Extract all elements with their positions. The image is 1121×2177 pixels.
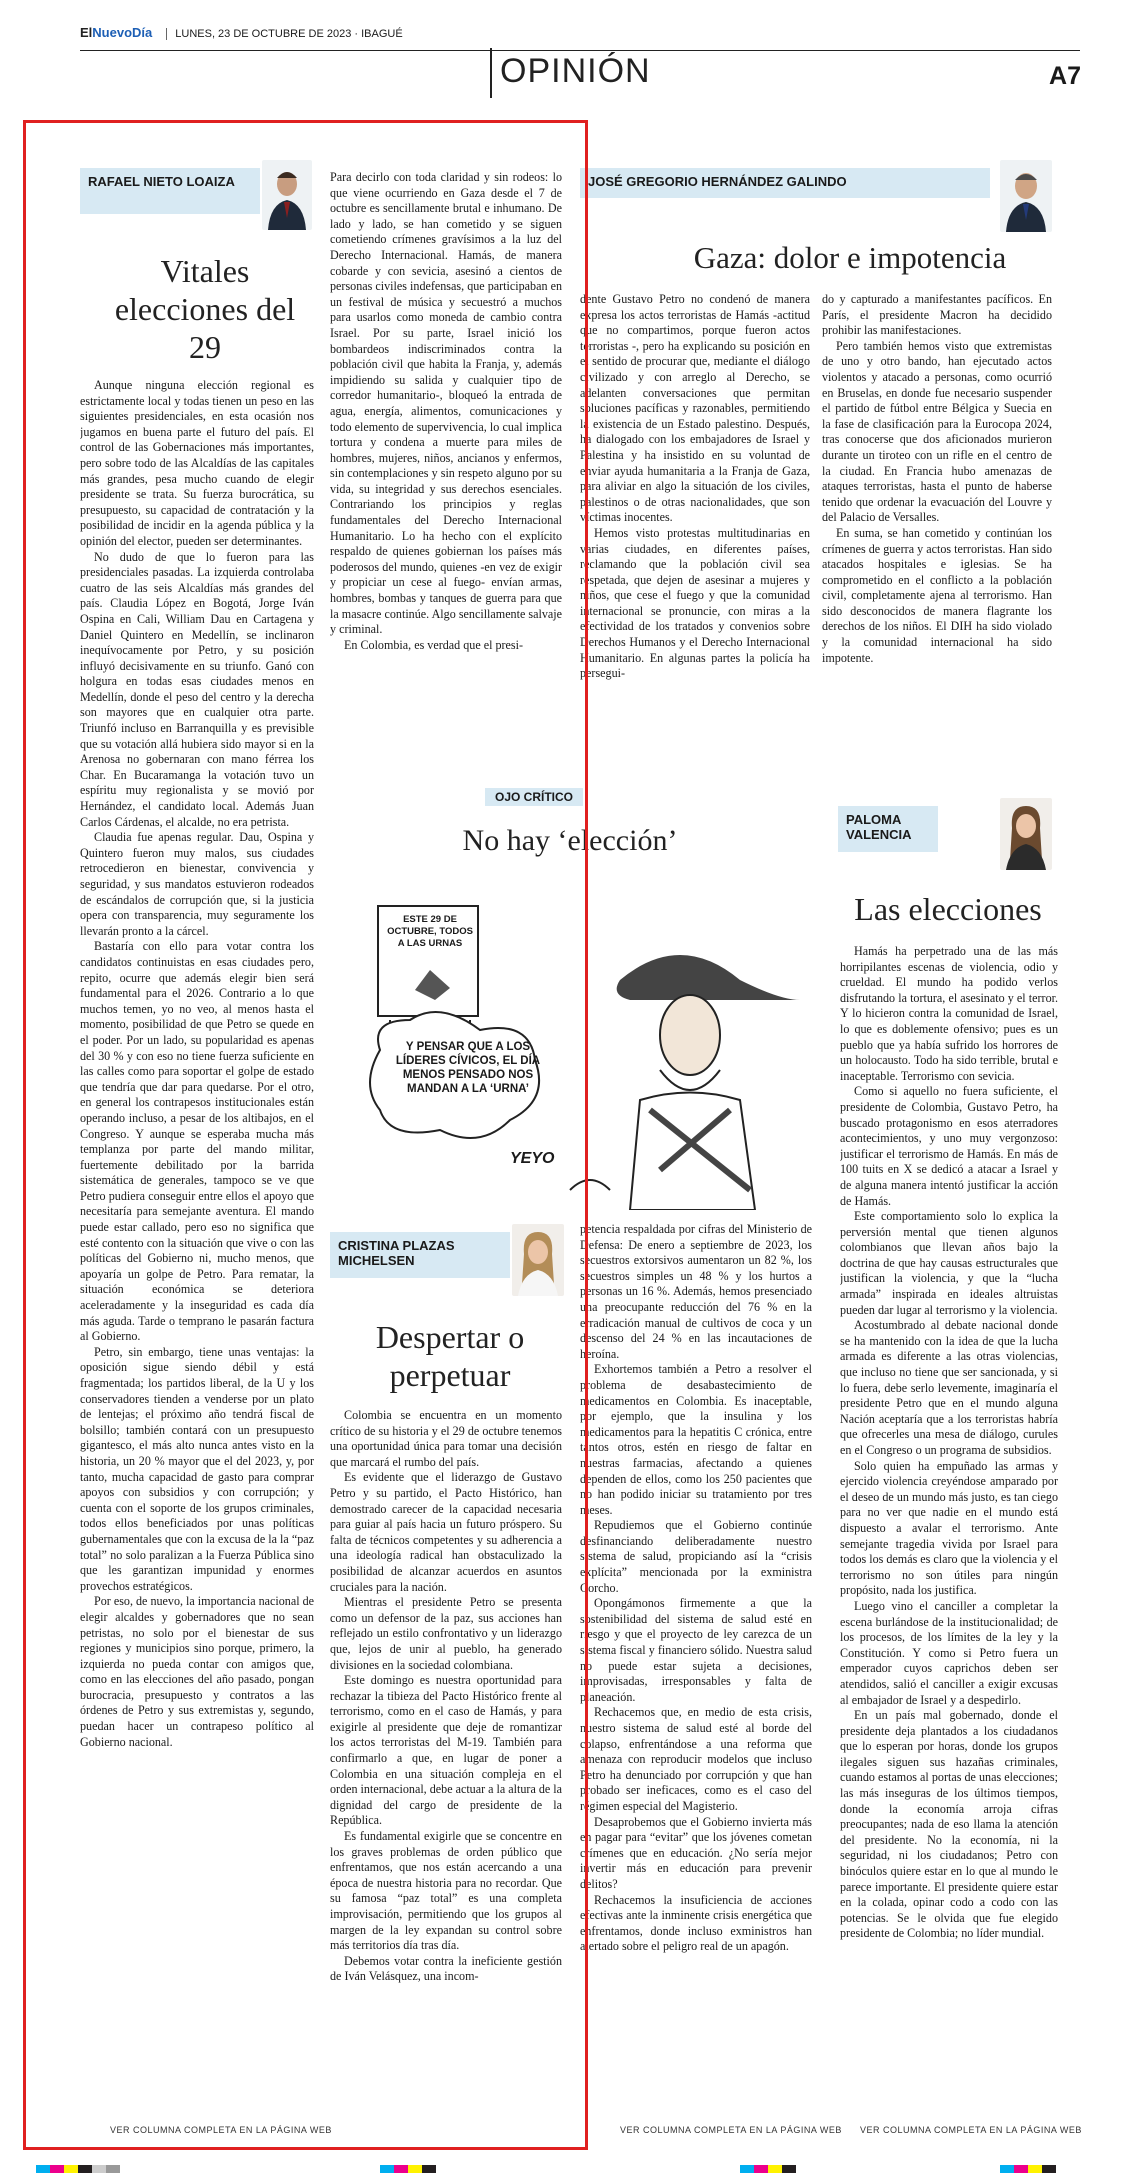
author-byline: JOSÉ GREGORIO HERNÁNDEZ GALINDO bbox=[580, 168, 990, 198]
paragraph: do y capturado a manifestantes pacíficos. En París, el presidente Macron ha decidido prohibir las manifestaciones. bbox=[822, 292, 1052, 338]
paragraph: Como si aquello no fuera suficiente, el presidente de Colombia, Gustavo Petro, ha buscado protagonismo en esos aterradores acontecimientos, y uno muy vergonzoso: justificar el terrorismo de Hamás. En más de 100 tuits en X se dedicó a atacar a Israel y de alguna manera intentó justificar la acción de Hamás. bbox=[840, 1084, 1058, 1208]
paragraph: Rechacemos que, en medio de esta crisis, nuestro sistema de salud esté al borde del colapso, enfrentándose a una reforma que amenaza con reproducir modelos que incluso Petro ha denunciado por corrupción y que han probado ser ineficaces, como es el caso del régimen especial del Magisterio. bbox=[580, 1705, 812, 1813]
cartoon-signature: YEYO bbox=[510, 1150, 555, 1167]
section-title: OPINIÓN bbox=[500, 52, 651, 90]
paragraph: En un país mal gobernado, donde el presidente deja plantados a los ciudadanos que lo esperan por horas, donde los grupos ilegales siguen sus hazañas criminales, cuando estamos al portas de unas elecciones; las más inseguras de los últimos tiempos, donde la economía arroja cifras preocupantes; nada de eso llama la atención del presidente. No la economía, ni la seguridad, ni los ciudadanos; Petro con binóculos quiere estar en lo que al mundo le parece importante. El presidente quiere estar en la colada, opinar codo a codo con las potencias. Se le olvida que fue elegido presidente de Colombia; no líder mundial. bbox=[840, 1708, 1058, 1941]
registration-marks bbox=[1000, 2160, 1056, 2177]
article-body bbox=[580, 1222, 812, 2122]
paragraph: Hemos visto protestas multitudinarias en varias ciudades, en diferentes países, reclamando que la población civil sea respetada, que dejen de asesinar a mujeres y niños, que cese el fuego y que la comunidad internacional se pronuncie, con miras a la efectividad de los tratados y convenios sobre Derechos Humanos y el Derecho Internacional Humanitario. En algunas partes la policía ha persegui- bbox=[580, 525, 810, 681]
author-byline: RAFAEL NIETO LOAIZA bbox=[80, 168, 260, 214]
cartoon-sign-text: ESTE 29 DE OCTUBRE, TODOS A LAS URNAS bbox=[387, 914, 473, 949]
date-line: LUNES, 23 DE OCTUBRE DE 2023 · IBAGUÉ bbox=[166, 28, 402, 40]
author-photo bbox=[1000, 798, 1052, 870]
author-byline: CRISTINA PLAZAS MICHELSEN bbox=[330, 1232, 510, 1278]
headline: Gaza: dolor e impotencia bbox=[693, 240, 1007, 275]
headline: Vitales elecciones del 29 bbox=[114, 253, 296, 365]
paragraph: En suma, se han cometido y continúan los crímenes de guerra y actos terroristas. Han sido atacados hospitales e iglesias. Se ha comprometido en el conflicto a la población civil, completamente ajena al terrorismo. Han sido desconocidos de manera flagrante los derechos de los niños. El DIH ha sido violado y la comunidad internacional ha sido impotente. bbox=[822, 525, 1052, 665]
paragraph: Debemos votar contra la ineficiente gestión de Iván Velásquez, una incom- bbox=[330, 1953, 562, 1984]
paragraph: Opongámonos firmemente a que la sostenibilidad del sistema de salud esté en riesgo y que el proyecto de ley carezca de un sistema fiscal y financiero sólido. Nuestra salud no puede estar sujeta a decisiones, improvisadas, irresponsables y falta de planeación. bbox=[580, 1596, 812, 1704]
paragraph: Petro, sin embargo, tiene unas ventajas: la oposición sigue siendo débil y está fragmentada; los partidos liberal, de la U y los conservadores tienden a venderse por un plato de lentejas; el próximo año tendrá fiscal de bolsillo; también contará con un presupuesto gigantesco, el más alto nunca antes visto en la historia, un 20 % mayor que el del 2023, y, por tanto, mucha capacidad de gasto para comprar apoyos con subsidios y con corrupción; y cuenta con el soporte de los grupos criminales, todos ellos beneficiados por unas políticas gubernamentales que con la excusa de la la “paz total” no solo paralizan a la Fuerza Pública sino que les garantizan impunidad y enormes provechos estratégicos. bbox=[80, 1344, 314, 1593]
paragraph: Repudiemos que el Gobierno continúe desfinanciando deliberadamente nuestro sistema de salud, propiciando así la “crisis explícita” mencionada por la exministra Corcho. bbox=[580, 1518, 812, 1595]
paragraph: Luego vino el canciller a completar la escena burlándose de la institucionalidad; de los procesos, de los límites de la ley y la Constitución. Y como si Petro fuera un emperador cuyos caprichos deben ser atendidos, salió el canciller a exigir excusas al embajador de Israel y a despedirlo. bbox=[840, 1598, 1058, 1707]
page-number: A7 bbox=[1049, 62, 1081, 90]
highlight-box bbox=[23, 120, 588, 2150]
article-body bbox=[840, 944, 1058, 2120]
web-link[interactable]: VER COLUMNA COMPLETA EN LA PÁGINA WEB bbox=[860, 2125, 1082, 2135]
paragraph: Por eso, de nuevo, la importancia nacional de elegir alcaldes y gobernadores que no sean petristas, no solo por el bienestar de sus regiones y municipios sino porque, primero, la izquierda no pueda contar con amigos que, como en las elecciones del año pasado, pongan burocracia, presupuesto y contratos a las órdenes de Petro y sus extremistas y, segundo, puedan hacer un contrapeso político al Gobierno nacional. bbox=[80, 1594, 314, 1749]
web-link[interactable]: VER COLUMNA COMPLETA EN LA PÁGINA WEB bbox=[620, 2125, 842, 2135]
cartoon-speech-bubble: Y PENSAR QUE A LOS LÍDERES CÍVICOS, EL DÍA MENOS PENSADO NOS MANDAN A LA ‘URNA’ bbox=[395, 1041, 541, 1095]
paragraph: Para decirlo con toda claridad y sin rodeos: lo que viene ocurriendo en Gaza desde el 7 de octubre es sencillamente brutal e inhumano. De lado y lado, se han cometido y se siguen cometiendo crímenes gravísimos a la luz del Derecho Internacional. Hamás, de manera cobarde y con sevicia, asesinó a cientos de personas civiles indefensas, que participaban en un festival de música y secuestró a muchos para usarlos como moneda de cambio contra Israel. Por su parte, Israel inició los bombardeos indiscriminados contra la población civil que habita la Franja, y, además impidiendo su salida y cualquier tipo de corredor humanitario-, bloqueó la entrada de agua, energía, alimentos, comunicaciones y todo elemento de supervivencia, lo cual implica tortura y condena a muerte para miles de hombres, mujeres, niños, ancianos y enfermos, sin contemplaciones y sin respeto alguno por su vida, su integridad y sus derechos esenciales. Contrariando los principios y reglas fundamentales del Derecho Internacional Humanitario. Lo ha hecho con el explícito respaldo de quienes gobiernan los países más poderosos del mundo, quienes -en vez de exigir y propiciar un cese al fuego- envían armas, hombres, bombas y tanques de guerra para que la masacre continúe. Algo sencillamente salvaje y criminal. bbox=[330, 170, 562, 637]
section-divider-bar bbox=[490, 48, 492, 98]
paragraph: petencia respaldada por cifras del Ministerio de Defensa: De enero a septiembre de 2023, los secuestros extorsivos aumentaron un 82 %, los secuestros simples un 48 % y los hurtos a personas un 16 %. Además, hemos presenciado una preocupante reducción del 76 % en la erradicación manual de cultivos de coca y un descenso del 24 % en las incautaciones de heroína. bbox=[580, 1222, 812, 1361]
paragraph: Rechacemos la insuficiencia de acciones efectivas ante la inminente crisis energética que enfrentamos, donde incluso exministros han alertado sobre el peligro real de un apagón. bbox=[580, 1892, 812, 1954]
registration-marks bbox=[380, 2160, 436, 2177]
registration-marks bbox=[740, 2160, 796, 2177]
paragraph: No dudo de que lo fueron para las presidenciales pasadas. La izquierda controlaba cuatro de las seis Alcaldías más grandes del país. Claudia López en Bogotá, Jorge Iván Ospina en Cali, William Dau en Cartagena y Daniel Quintero en Medellín, se inclinaron inequívocamente por Petro, y su posición influyó decisivamente en su triunfo. Ganó con holgura en todas esas ciudades menos en Medellín, donde el peso del centro y la derecha son mayores que en cualquier otra parte. Triunfó incluso en Barranquilla y es previsible que su votación allá hubiera sido mayor si en la Arenosa no gobernaran con mano férrea los Char. En Bucaramanga la votación tuvo un espíritu muy regionalista y se movió por Hernández, el candidato local. Además Juan Carlos Cárdenas, el alcalde, no era petrista. bbox=[80, 549, 314, 829]
paragraph: Bastaría con ello para votar contra los candidatos continuistas en esas ciudades pero, repito, ocurre que además elegir bien será fundamental para el 2026. Contrario a lo que muchos temen, yo no veo, al menos hasta el momento, posibilidad de que Petro se quede en el poder. Por un lado, su popularidad es apenas del 30 % y con eso no tiene fuerza suficiente en las calles como para soportar el golpe de estado que tendría que dar para quedarse. Por el otro, en general los contrapesos institucionales están operando incluso, a pesar de los altibajos, en el Congreso. Y aunque se esperaba mucha más templanza por parte del mando militar, fuertemente debilitado por la barrida sistemática de generales, tampoco se ve que Petro pudiera conseguir entre ellos el apoyo que necesitaría para semejante aventura. El mando puede estar callado, pero eso no significa que esté contento con la situación que vive o con las políticas del Gobierno ni, mucho menos, que apoyaría un golpe de Petro. Para rematar, la situación económica se deteriora aceleradamente y la inseguridad es cada día más aguda. Tarde o temprano le pasarán factura al Gobierno. bbox=[80, 939, 314, 1344]
paragraph: dente Gustavo Petro no condenó de manera expresa los actos terroristas de Hamás -actitud que no compartimos, porque fueron actos terroristas -, pero ha explicando su posición en el sentido de procurar que, mediante el diálogo civilizado y con arreglo al Derecho, se adelanten conversaciones que permitan soluciones pacíficas y razonables, permitiendo la existencia de un Estado palestino. Después, ha dialogado con los embajadores de Israel y Palestina y ha insistido en su voluntad de enviar ayuda humanitaria a la Franja de Gaza, para aliviar en algo la situación de los civiles, palestinos o de otras nacionalidades, que son víctimas inocentes. bbox=[580, 292, 810, 525]
headline: Las elecciones bbox=[854, 891, 1042, 927]
article-body bbox=[580, 292, 810, 762]
header-divider bbox=[80, 50, 1080, 51]
paragraph: Este comportamiento solo lo explica la perversión mental que tienen algunos colombianos que llevan años bajo la doctrina de que hay causas estructurales que justifican la violencia, y que la “lucha armada” inspirada en ideales altruistas pueden dar lugar al terrorismo y la violencia. bbox=[840, 1209, 1058, 1317]
web-link[interactable]: VER COLUMNA COMPLETA EN LA PÁGINA WEB bbox=[110, 2125, 332, 2135]
paragraph: Claudia fue apenas regular. Dau, Ospina y Quintero fueron muy malos, sus ciudades retrocedieron en bienestar, convivencia y seguridad, y sus mandatos estuvieron rodeados de escándalos de corrupción que, si la justicia opera con transparencia, muy seguramente los llevarán pronto a la cárcel. bbox=[80, 830, 314, 938]
paragraph: Exhortemos también a Petro a resolver el problema de desabastecimiento de medicamentos en Colombia. Es inaceptable, por ejemplo, que la insulina y los medicamentos para la hepatitis C crónica, entre tantos otros, estén en riesgo de faltar en nuestras farmacias, afectando a quienes dependen de ellos, como los 250 pacientes que no han podido iniciar su tratamiento por tres meses. bbox=[580, 1362, 812, 1517]
paragraph: Es evidente que el liderazgo de Gustavo Petro y su partido, el Pacto Histórico, han demostrado carecer de la capacidad necesaria para guiar al país hacia un futuro próspero. Su falta de técnicos competentes y su adherencia a una ideología radical han obstaculizado la posibilidad de alcanzar acuerdos en asuntos cruciales para la nación. bbox=[330, 1470, 562, 1594]
paragraph: Este domingo es nuestra oportunidad para rechazar la tibieza del Pacto Histórico frente al terrorismo, como en el caso de Hamás, y para exigirle al presidente que deje de romantizar los actos terroristas del M-19. También para confirmarlo a que, en lugar de poner a Colombia en una situación compleja en el orden internacional, debe actuar a la altura de la dignidad del cargo de presidente de la República. bbox=[330, 1673, 562, 1828]
paragraph: Pero también hemos visto que extremistas de uno y otro bando, han ejecutado actos violentos y atacado a personas, como ocurrió en Bruselas, en donde fue necesario suspender el partido de fútbol entre Bélgica y Suecia en la fase de clasificación para la Eurocopa 2024, tras conocerse que dos aficionados murieron durante un tiroteo con un rifle en el centro de la ciudad. En Francia hubo amenazas de ataques terroristas, hasta el punto de haberse tenido que ordenar la evacuación del Louvre y del Palacio de Versalles. bbox=[822, 338, 1052, 525]
paragraph: Desaprobemos que el Gobierno invierta más en pagar para “evitar” que los jóvenes cometan crímenes que en educación. ¿No sería mejor invertir más en educación para prevenir delitos? bbox=[580, 1814, 812, 1891]
paragraph: Acostumbrado al debate nacional donde se ha mantenido con la idea de que la lucha armada es diferente a las otras violencias, que incluso no tiene que ser sancionada, y si lo fuera, debe serlo levemente, imaginaría el presidente Petro que en el mundo alguna Nación aceptaría que a los terroristas habría que ofrecerles una mesa de diálogo, curules en el Congreso o un programa de subsidios. bbox=[840, 1318, 1058, 1457]
logo[interactable]: ElNuevoDía bbox=[80, 25, 153, 40]
paragraph: Es fundamental exigirle que se concentre en los graves problemas de orden público que enfrentamos, que nos están acercando a una época de nuestra historia para no recordar. Que su famosa “paz total” es una completa improvisación, permitiendo que los grupos al margen de la ley expandan su control sobre más territorios día tras día. bbox=[330, 1829, 562, 1953]
registration-marks bbox=[36, 2160, 120, 2177]
paragraph: Colombia se encuentra en un momento crítico de su historia y el 29 de octubre tenemos una oportunidad única para tomar una decisión que marcará el rumbo del país. bbox=[330, 1408, 562, 1469]
cartoon-kicker: OJO CRÍTICO bbox=[485, 788, 583, 806]
author-byline: PALOMA VALENCIA bbox=[838, 806, 938, 852]
headline: Despertar o perpetuar bbox=[375, 1319, 525, 1393]
author-photo bbox=[1000, 160, 1052, 232]
article-body bbox=[822, 292, 1052, 762]
cartoon-title: No hay ‘elección’ bbox=[462, 824, 678, 857]
paragraph: Hamás ha perpetrado una de las más horripilantes escenas de violencia, odio y crueldad. El mundo ha podido verlos disfrutando la tortura, el asesinato y el terror. Y lo hicieron contra la comunidad de Israel, lo que es doblemente ofensivo; pues es un pueblo que ya había sufrido los horrores de un holocausto. Todo ha sido terrible, brutal e inaceptable. Terrorismo con sevicia. bbox=[840, 944, 1058, 1083]
paragraph: En Colombia, es verdad que el presi- bbox=[344, 637, 524, 652]
paragraph: Aunque ninguna elección regional es estrictamente local y todas tienen un peso en las siguientes presidenciales, en esta ocasión nos jugamos en buena parte el futuro del país. El control de las Gobernaciones más importantes, pero sobre todo de las Alcaldías de las capitales más grandes, pesa mucho cuando de elegir presidente se trata. Su fuerza burocrática, su presupuesto, su capacidad de contratación y la posibilidad de incidir en la agenda pública y la opinión del elector, pueden ser determinantes. bbox=[80, 378, 314, 548]
paragraph: Solo quien ha empuñado las armas y ejercido violencia creyéndose amparado por el deseo de un mundo más justo, es tan ciego para no ver que nadie en el mundo está dispuesto a avalar el terrorismo. Ante semejante tragedia vivida por Israel para todos los demás es claro que la violencia y el terrorismo no son útiles para ningún propósito, nada los justifica. bbox=[840, 1458, 1058, 1598]
paragraph: Mientras el presidente Petro se presenta como un defensor de la paz, sus acciones han reflejado un estilo confrontativo y un liderazgo que, lejos de unir al pueblo, ha generado divisiones en la sociedad colombiana. bbox=[330, 1595, 562, 1672]
